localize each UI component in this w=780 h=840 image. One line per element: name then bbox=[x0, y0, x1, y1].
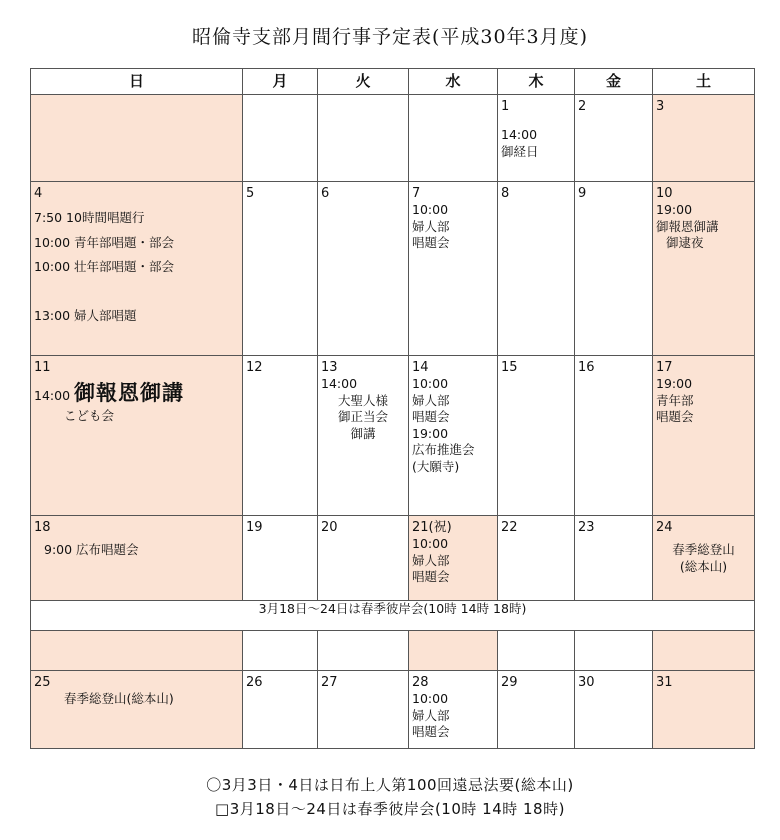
day-cell-empty bbox=[31, 631, 243, 671]
day-cell-16 bbox=[575, 356, 653, 516]
event-text: 唱題会 bbox=[412, 235, 450, 251]
day-cell-10 bbox=[653, 182, 755, 356]
day-cell-empty bbox=[31, 95, 243, 182]
day-cell-9 bbox=[575, 182, 653, 356]
day-number: 24 bbox=[656, 520, 673, 535]
event-text: こども会 bbox=[64, 407, 115, 423]
event-text: 唱題会 bbox=[412, 409, 450, 425]
day-number: 18 bbox=[34, 520, 51, 535]
day-number: 7 bbox=[412, 186, 421, 201]
day-number: 10 bbox=[656, 186, 673, 201]
event-text: 婦人部 bbox=[412, 218, 450, 234]
day-number: 23 bbox=[578, 520, 595, 535]
day-cell-empty bbox=[575, 631, 653, 671]
day-number: 2 bbox=[578, 99, 587, 114]
event-text: 婦人部 bbox=[412, 707, 450, 723]
day-number: 16 bbox=[578, 360, 595, 375]
day-cell-14 bbox=[409, 356, 498, 516]
weekday-header-fri: 金 bbox=[575, 69, 653, 95]
day-number: 29 bbox=[501, 675, 518, 690]
day-cell-20 bbox=[318, 516, 409, 601]
day-cell-22 bbox=[498, 516, 575, 601]
event-time: 10:00 bbox=[412, 376, 449, 392]
page-title: 昭倫寺支部月間行事予定表(平成30年3月度) bbox=[191, 26, 589, 48]
day-number: 28 bbox=[412, 675, 429, 690]
event-text: 御逮夜 bbox=[666, 235, 704, 251]
day-cell-11 bbox=[31, 356, 243, 516]
week-row-1 bbox=[31, 95, 755, 182]
week-row-6 bbox=[31, 671, 755, 749]
event-time: 10:00 bbox=[412, 691, 449, 707]
day-number: 1 bbox=[501, 99, 510, 114]
week-row-4 bbox=[31, 516, 755, 601]
higan-banner: 3月18日〜24日は春季彼岸会(10時 14時 18時) bbox=[31, 601, 755, 631]
day-cell-4 bbox=[31, 182, 243, 356]
day-cell-6 bbox=[318, 182, 409, 356]
event-text: 10:00 壮年部唱題・部会 bbox=[34, 259, 174, 275]
day-cell-15 bbox=[498, 356, 575, 516]
day-cell-2 bbox=[575, 95, 653, 182]
day-number: 19 bbox=[246, 520, 263, 535]
day-cell-8 bbox=[498, 182, 575, 356]
event-text: 唱題会 bbox=[412, 724, 450, 740]
day-number: 26 bbox=[246, 675, 263, 690]
day-number: 8 bbox=[501, 186, 510, 201]
event-text: (大願寺) bbox=[412, 458, 460, 474]
day-number: 12 bbox=[246, 360, 263, 375]
day-cell-29 bbox=[498, 671, 575, 749]
event-text: 婦人部 bbox=[412, 552, 450, 568]
weekday-header-mon: 月 bbox=[243, 69, 318, 95]
day-number: 9 bbox=[578, 186, 587, 201]
day-number: 15 bbox=[501, 360, 518, 375]
event-time: 14:00 bbox=[501, 127, 538, 143]
day-cell-19 bbox=[243, 516, 318, 601]
event-time: 19:00 bbox=[656, 376, 693, 392]
event-text: 9:00 広布唱題会 bbox=[44, 542, 139, 558]
day-number: 31 bbox=[656, 675, 673, 690]
day-cell-24 bbox=[653, 516, 755, 601]
day-number: 27 bbox=[321, 675, 338, 690]
event-time: 10:00 bbox=[412, 202, 449, 218]
event-text: 御講 bbox=[350, 425, 376, 441]
day-cell-13 bbox=[318, 356, 409, 516]
day-cell-7 bbox=[409, 182, 498, 356]
day-number: 17 bbox=[656, 360, 673, 375]
weekday-header-thu: 木 bbox=[498, 69, 575, 95]
day-number: 4 bbox=[34, 186, 43, 201]
event-text: 10:00 青年部唱題・部会 bbox=[34, 234, 174, 250]
day-number: 20 bbox=[321, 520, 338, 535]
event-text: 婦人部 bbox=[412, 392, 450, 408]
weekday-header-row bbox=[31, 69, 755, 95]
day-cell-empty bbox=[409, 95, 498, 182]
day-cell-25 bbox=[31, 671, 243, 749]
week-row-5-empty bbox=[31, 631, 755, 671]
day-cell-28 bbox=[409, 671, 498, 749]
week-row-2 bbox=[31, 182, 755, 356]
day-cell-30 bbox=[575, 671, 653, 749]
calendar-table bbox=[30, 68, 755, 749]
event-time: 19:00 bbox=[656, 202, 693, 218]
day-cell-18 bbox=[31, 516, 243, 601]
event-text: (総本山) bbox=[679, 558, 728, 574]
day-number: 11 bbox=[34, 360, 51, 375]
day-cell-empty bbox=[653, 631, 755, 671]
day-number: 30 bbox=[578, 675, 595, 690]
day-cell-empty bbox=[409, 631, 498, 671]
event-text: 13:00 婦人部唱題 bbox=[34, 307, 137, 323]
event-text: 広布推進会 bbox=[412, 442, 475, 458]
weekday-header-tue: 火 bbox=[318, 69, 409, 95]
day-number: 14 bbox=[412, 360, 429, 375]
event-time: 14:00 bbox=[34, 388, 71, 404]
day-cell-26 bbox=[243, 671, 318, 749]
event-text: 大聖人様 bbox=[337, 392, 388, 408]
day-cell-12 bbox=[243, 356, 318, 516]
day-cell-3 bbox=[653, 95, 755, 182]
day-number: 25 bbox=[34, 675, 51, 690]
event-time: 19:00 bbox=[412, 425, 449, 441]
day-cell-27 bbox=[318, 671, 409, 749]
event-text: 春季総登山 bbox=[672, 542, 735, 558]
day-cell-1 bbox=[498, 95, 575, 182]
day-cell-empty bbox=[318, 631, 409, 671]
day-cell-empty bbox=[318, 95, 409, 182]
day-number: 5 bbox=[246, 186, 255, 201]
day-cell-31 bbox=[653, 671, 755, 749]
day-cell-23 bbox=[575, 516, 653, 601]
event-text: 御経日 bbox=[501, 143, 539, 159]
event-text: 青年部 bbox=[656, 392, 694, 408]
banner-row bbox=[31, 601, 755, 631]
day-cell-empty bbox=[498, 631, 575, 671]
event-text: 御正当会 bbox=[337, 409, 388, 425]
day-number: 3 bbox=[656, 99, 665, 114]
day-number: 22 bbox=[501, 520, 518, 535]
event-text: 唱題会 bbox=[412, 569, 450, 585]
weekday-header-sat: 土 bbox=[653, 69, 755, 95]
day-number: 6 bbox=[321, 186, 330, 201]
event-text: 春季総登山(総本山) bbox=[64, 691, 174, 707]
event-time: 14:00 bbox=[321, 376, 358, 392]
day-cell-empty bbox=[243, 95, 318, 182]
event-text: 御報恩御講 bbox=[656, 218, 719, 234]
footer-note-2: □3月18日〜24日は春季彼岸会(10時 14時 18時) bbox=[215, 800, 565, 818]
event-text: 7:50 10時間唱題行 bbox=[34, 210, 145, 226]
event-text-emphasis: 御報恩御講 bbox=[74, 381, 185, 406]
day-number: 21(祝) bbox=[412, 520, 452, 535]
week-row-3 bbox=[31, 356, 755, 516]
day-cell-21 bbox=[409, 516, 498, 601]
day-cell-5 bbox=[243, 182, 318, 356]
event-time: 10:00 bbox=[412, 536, 449, 552]
day-cell-empty bbox=[243, 631, 318, 671]
day-cell-17 bbox=[653, 356, 755, 516]
weekday-header-sun: 日 bbox=[31, 69, 243, 95]
weekday-header-wed: 水 bbox=[409, 69, 498, 95]
event-text: 唱題会 bbox=[656, 409, 694, 425]
day-number: 13 bbox=[321, 360, 338, 375]
footer-note-1: 〇3月3日・4日は日布上人第100回遠忌法要(総本山) bbox=[206, 776, 574, 794]
